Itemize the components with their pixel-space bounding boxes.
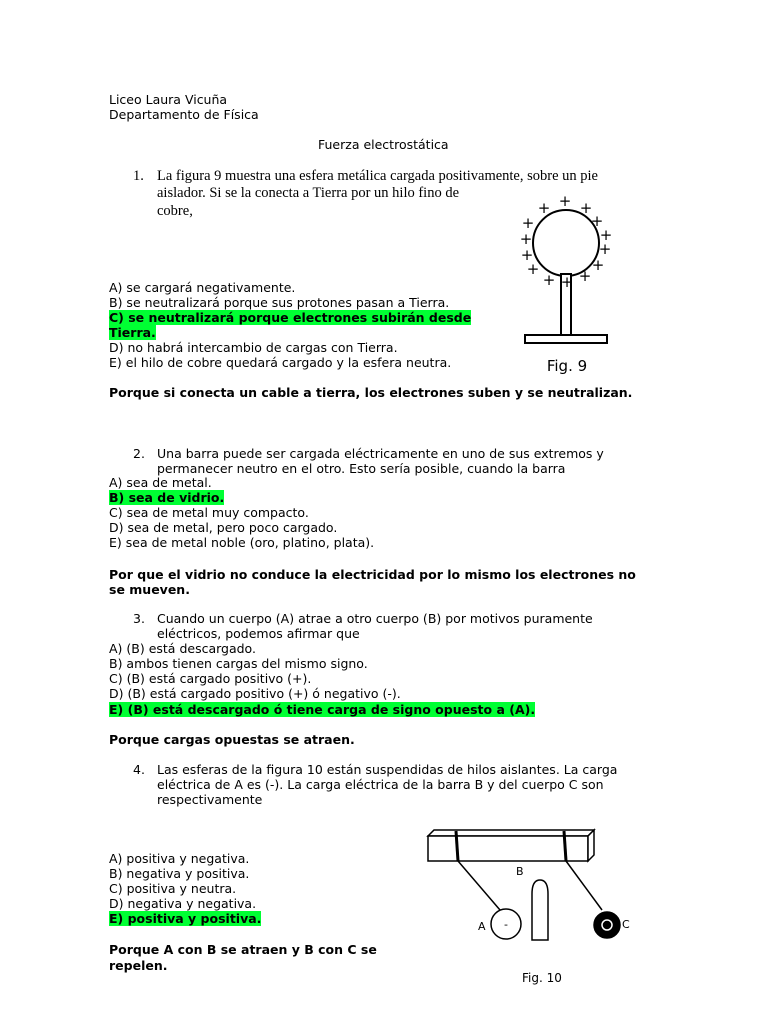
q4-option-c: C) positiva y neutra. xyxy=(109,881,237,896)
sphere-a-sign: - xyxy=(504,918,508,931)
figure-10 xyxy=(420,828,640,993)
q1-option-a: A) se cargará negativamente. xyxy=(109,280,296,295)
plus-sign: + xyxy=(560,273,574,291)
q1-number: 1. xyxy=(133,168,144,184)
plus-sign: + xyxy=(579,199,593,217)
q2-option-d: D) sea de metal, pero poco cargado. xyxy=(109,520,338,535)
q4-option-e: E) positiva y positiva. xyxy=(109,911,262,926)
q4-option-a: A) positiva y negativa. xyxy=(109,851,250,866)
q4-option-d: D) negativa y negativa. xyxy=(109,896,257,911)
q3-option-a: A) (B) está descargado. xyxy=(109,641,256,656)
q4-text-line1: Las esferas de la figura 10 están suspendidas de hilos aislantes. La carga xyxy=(157,762,618,777)
q2-answer-line1: Por que el vidrio no conduce la electricidad por lo mismo los electrones no xyxy=(109,567,636,582)
q4-text-line3: respectivamente xyxy=(157,792,263,807)
plus-sign: + xyxy=(520,246,534,264)
q4-text-line2: eléctrica de A es (-). La carga eléctrica de la barra B y del cuerpo C son xyxy=(157,777,604,792)
plus-sign: + xyxy=(519,230,533,248)
q1-answer: Porque si conecta un cable a tierra, los electrones suben y se neutralizan. xyxy=(109,385,633,400)
q3-option-d: D) (B) está cargado positivo (+) ó negativo (-). xyxy=(109,686,401,701)
q1-option-e: E) el hilo de cobre quedará cargado y la esfera neutra. xyxy=(109,355,452,370)
q1-option-c: C) se neutralizará porque electrones subirán desde xyxy=(109,310,472,325)
q4-answer-line2: repelen. xyxy=(109,958,168,973)
q1-option-b: B) se neutralizará porque sus protones pasan a Tierra. xyxy=(109,295,450,310)
plus-sign: + xyxy=(537,199,551,217)
fig10-label: Fig. 10 xyxy=(522,971,562,985)
q1-option-d: D) no habrá intercambio de cargas con Tierra. xyxy=(109,340,398,355)
q1-text-line2: aislador. Si se la conecta a Tierra por un hilo fino de xyxy=(157,185,460,201)
string-loop-a xyxy=(456,831,458,861)
school-name: Liceo Laura Vicuña xyxy=(109,92,228,107)
string-loop-c xyxy=(564,831,566,861)
plus-sign: + xyxy=(578,267,592,285)
department-name: Departamento de Física xyxy=(109,107,259,122)
plus-sign: + xyxy=(591,256,605,274)
q2-text-line1: Una barra puede ser cargada eléctricamente en uno de sus extremos y xyxy=(157,446,604,461)
q4-answer-line1: Porque A con B se atraen y B con C se xyxy=(109,942,377,957)
plus-sign: + xyxy=(526,260,540,278)
label-c: C xyxy=(622,918,630,931)
figure-9 xyxy=(500,185,630,380)
plus-sign: + xyxy=(598,240,612,258)
plus-sign: + xyxy=(521,214,535,232)
string-a xyxy=(458,861,500,910)
q3-text-line1: Cuando un cuerpo (A) atrae a otro cuerpo (B) por motivos puramente xyxy=(157,611,593,626)
q2-option-e: E) sea de metal noble (oro, platino, plata). xyxy=(109,535,375,550)
bar-b xyxy=(532,880,548,940)
q3-option-b: B) ambos tienen cargas del mismo signo. xyxy=(109,656,368,671)
q2-option-c: C) sea de metal muy compacto. xyxy=(109,505,309,520)
q4-option-b: B) negativa y positiva. xyxy=(109,866,250,881)
fig9-label: Fig. 9 xyxy=(546,357,588,375)
plus-sign: + xyxy=(590,212,604,230)
q2-number: 2. xyxy=(133,446,145,461)
q1-text-line3: cobre, xyxy=(157,203,193,219)
q2-text-line2: permanecer neutro en el otro. Esto sería posible, cuando la barra xyxy=(157,461,566,476)
label-a: A xyxy=(478,920,486,933)
document-title: Fuerza electrostática xyxy=(318,137,449,152)
q3-option-e: E) (B) está descargado ó tiene carga de signo opuesto a (A). xyxy=(109,702,536,717)
q3-option-c: C) (B) está cargado positivo (+). xyxy=(109,671,312,686)
plus-sign: + xyxy=(542,271,556,289)
rod-end xyxy=(588,830,594,861)
stand-base xyxy=(525,335,607,343)
q3-answer: Porque cargas opuestas se atraen. xyxy=(109,732,355,747)
q3-number: 3. xyxy=(133,611,145,626)
q2-option-a: A) sea de metal. xyxy=(109,475,212,490)
q3-text-line2: eléctricos, podemos afirmar que xyxy=(157,626,360,641)
label-b: B xyxy=(516,865,524,878)
plus-sign: + xyxy=(558,192,572,210)
q2-answer-line2: se mueven. xyxy=(109,582,190,597)
body-c xyxy=(594,912,620,938)
q1-option-c-cont: Tierra. xyxy=(109,325,156,340)
string-c xyxy=(566,861,602,910)
q2-option-b: B) sea de vidrio. xyxy=(109,490,225,505)
q4-number: 4. xyxy=(133,762,145,777)
q1-text-line1: La figura 9 muestra una esfera metálica cargada positivamente, sobre un pie xyxy=(157,168,598,184)
plus-sign: + xyxy=(599,226,613,244)
rod-top xyxy=(428,830,594,836)
